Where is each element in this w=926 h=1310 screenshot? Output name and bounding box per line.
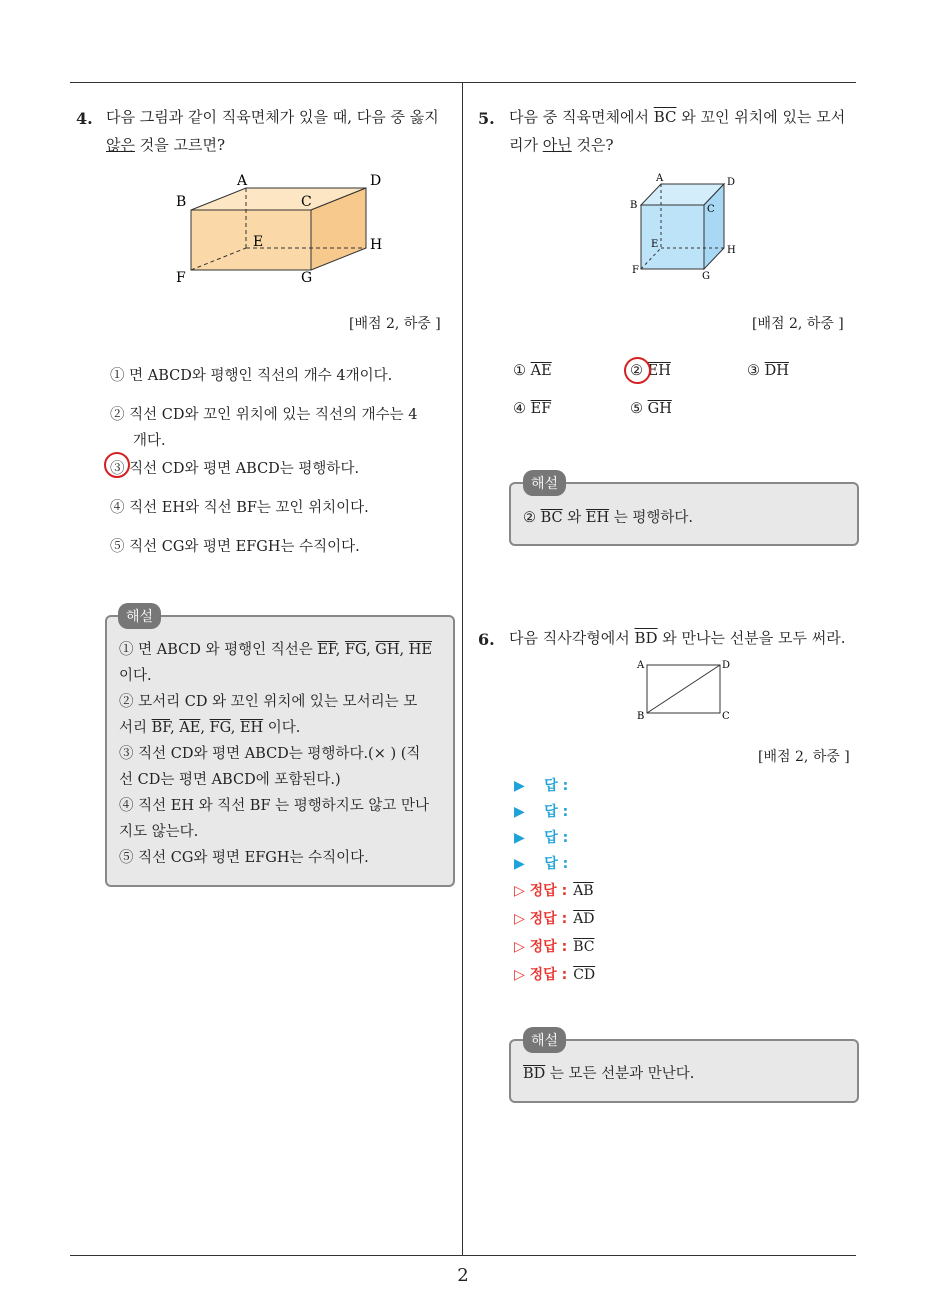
q4-label-b: B [176, 194, 187, 210]
q4-score: [배점 2, 하중 ] [349, 316, 441, 332]
q5-score: [배점 2, 하중 ] [752, 316, 844, 332]
q5-option-2[interactable]: ② $\overline{EH}$ [630, 363, 671, 379]
q4-exp-line2: 이다. [119, 668, 152, 684]
q5-answer-circle [624, 357, 651, 384]
q4-number: 4. [76, 109, 93, 128]
q6-answer-3[interactable]: ▶ 답 : [514, 830, 569, 846]
q5-label-e: E [651, 239, 659, 250]
q4-label-a: A [237, 173, 248, 189]
q6-correct-2: ▷ 정답 : $\overline{AD}$ [514, 911, 595, 927]
q4-exp-line7: ④ 직선 EH 와 직선 BF 는 평행하지도 않고 만나 [119, 798, 430, 814]
q4-label-c: C [301, 194, 312, 210]
bottom-rule [70, 1255, 856, 1256]
q5-option-4[interactable]: ④ $\overline{EF}$ [513, 401, 552, 417]
q4-label-d: D [370, 173, 382, 189]
play-icon: ▶ [514, 856, 525, 872]
q6-explanation-tag: 해설 [523, 1027, 566, 1053]
q5-option-1[interactable]: ① $\overline{AE}$ [513, 363, 552, 379]
q4-option-3[interactable]: ③ 직선 CD와 평면 ABCD는 평행하다. [110, 461, 360, 477]
q6-answer-4[interactable]: ▶ 답 : [514, 856, 569, 872]
q4-option-2-cont: 개다. [133, 433, 166, 449]
q5-exp-line1: ② $\overline{BC}$ 와 $\overline{EH}$ 는 평행하다. [523, 510, 693, 526]
q5-cuboid-figure [625, 168, 750, 283]
outline-play-icon: ▷ [514, 883, 525, 899]
q5-question-line2: 리가 아닌 것은? [509, 136, 614, 154]
q4-exp-line6: 선 CD는 평면 ABCD에 포함된다.) [119, 772, 341, 788]
q5-label-a: A [656, 173, 664, 184]
q4-exp-line5: ③ 직선 CD와 평면 ABCD는 평행하다.(× ) (직 [119, 746, 421, 762]
q4-label-f: F [176, 270, 186, 286]
q6-label-c: C [722, 711, 730, 722]
q4-option-1[interactable]: ① 면 ABCD와 평행인 직선의 개수 4개이다. [110, 368, 393, 384]
q4-question-rest: 것을 고르면? [134, 136, 226, 154]
q4-label-h: H [370, 237, 383, 253]
q5-label-g: G [702, 271, 710, 282]
q6-number: 6. [478, 630, 495, 649]
q4-underlined: 않은 [106, 136, 135, 154]
q5-number: 5. [478, 109, 495, 128]
q5-underlined: 아닌 [542, 136, 572, 154]
q6-answer-1[interactable]: ▶ 답 : [514, 778, 569, 794]
q6-label-d: D [722, 660, 731, 671]
q6-label-b: B [637, 711, 645, 722]
q4-label-e: E [253, 234, 264, 250]
q6-correct-3: ▷ 정답 : $\overline{BC}$ [514, 939, 595, 955]
q5-label-f: F [632, 265, 639, 276]
q4-question-line1: 다음 그림과 같이 직육면체가 있을 때, 다음 중 옳지 [106, 108, 439, 126]
q4-answer-circle [104, 452, 130, 478]
q5-explanation-tag: 해설 [523, 470, 566, 496]
q6-score: [배점 2, 하중 ] [758, 749, 850, 765]
page-number: 2 [457, 1265, 469, 1286]
q4-option-5[interactable]: ⑤ 직선 CG와 평면 EFGH는 수직이다. [110, 539, 360, 555]
q4-cuboid-figure [170, 170, 390, 290]
q6-rectangle-figure [632, 655, 742, 725]
q4-exp-line4: 서리 $\overline{BF}$, $\overline{AE}$, $\overline{FG}$, $\overline{EH}$ 이다. [119, 720, 301, 736]
outline-play-icon: ▷ [514, 911, 525, 927]
q4-exp-line8: 지도 않는다. [119, 824, 199, 840]
q6-exp-line1: $\overline{BD}$ 는 모든 선분과 만난다. [523, 1066, 695, 1082]
top-rule [70, 82, 856, 83]
q5-question-line1: 다음 중 직육면체에서 $\overline{BC}$ 와 꼬인 위치에 있는 모서 [509, 108, 846, 126]
q5-label-d: D [727, 177, 736, 188]
q4-exp-line3: ② 모서리 CD 와 꼬인 위치에 있는 모서리는 모 [119, 694, 418, 710]
q4-exp-line9: ⑤ 직선 CG와 평면 EFGH는 수직이다. [119, 850, 369, 866]
q6-correct-4: ▷ 정답 : $\overline{CD}$ [514, 967, 596, 983]
q4-question-line2 [106, 132, 225, 158]
q6-answer-2[interactable]: ▶ 답 : [514, 804, 569, 820]
q5-label-h: H [727, 245, 736, 256]
q4-exp-line1: ① 면 ABCD 와 평행인 직선은 $\overline{EF}$, $\overline{FG}$, $\overline{GH}$, $\overline{HE}$ [119, 642, 432, 658]
q4-option-4[interactable]: ④ 직선 EH와 직선 BF는 꼬인 위치이다. [110, 500, 369, 516]
q5-label-b: B [630, 200, 638, 211]
q4-explanation-tag: 해설 [118, 603, 161, 629]
play-icon: ▶ [514, 830, 525, 846]
q6-label-a: A [637, 660, 645, 671]
outline-play-icon: ▷ [514, 967, 525, 983]
q6-question: 다음 직사각형에서 $\overline{BD}$ 와 만나는 선분을 모두 써라. [509, 629, 846, 647]
q6-correct-1: ▷ 정답 : $\overline{AB}$ [514, 883, 594, 899]
column-divider [462, 83, 463, 1256]
outline-play-icon: ▷ [514, 939, 525, 955]
q5-option-3[interactable]: ③ $\overline{DH}$ [747, 363, 789, 379]
play-icon: ▶ [514, 778, 525, 794]
q4-label-g: G [301, 270, 313, 286]
q5-option-5[interactable]: ⑤ $\overline{GH}$ [630, 401, 672, 417]
q4-option-2[interactable]: ② 직선 CD와 꼬인 위치에 있는 직선의 개수는 4 [110, 407, 418, 423]
q5-label-c: C [707, 204, 715, 215]
play-icon: ▶ [514, 804, 525, 820]
